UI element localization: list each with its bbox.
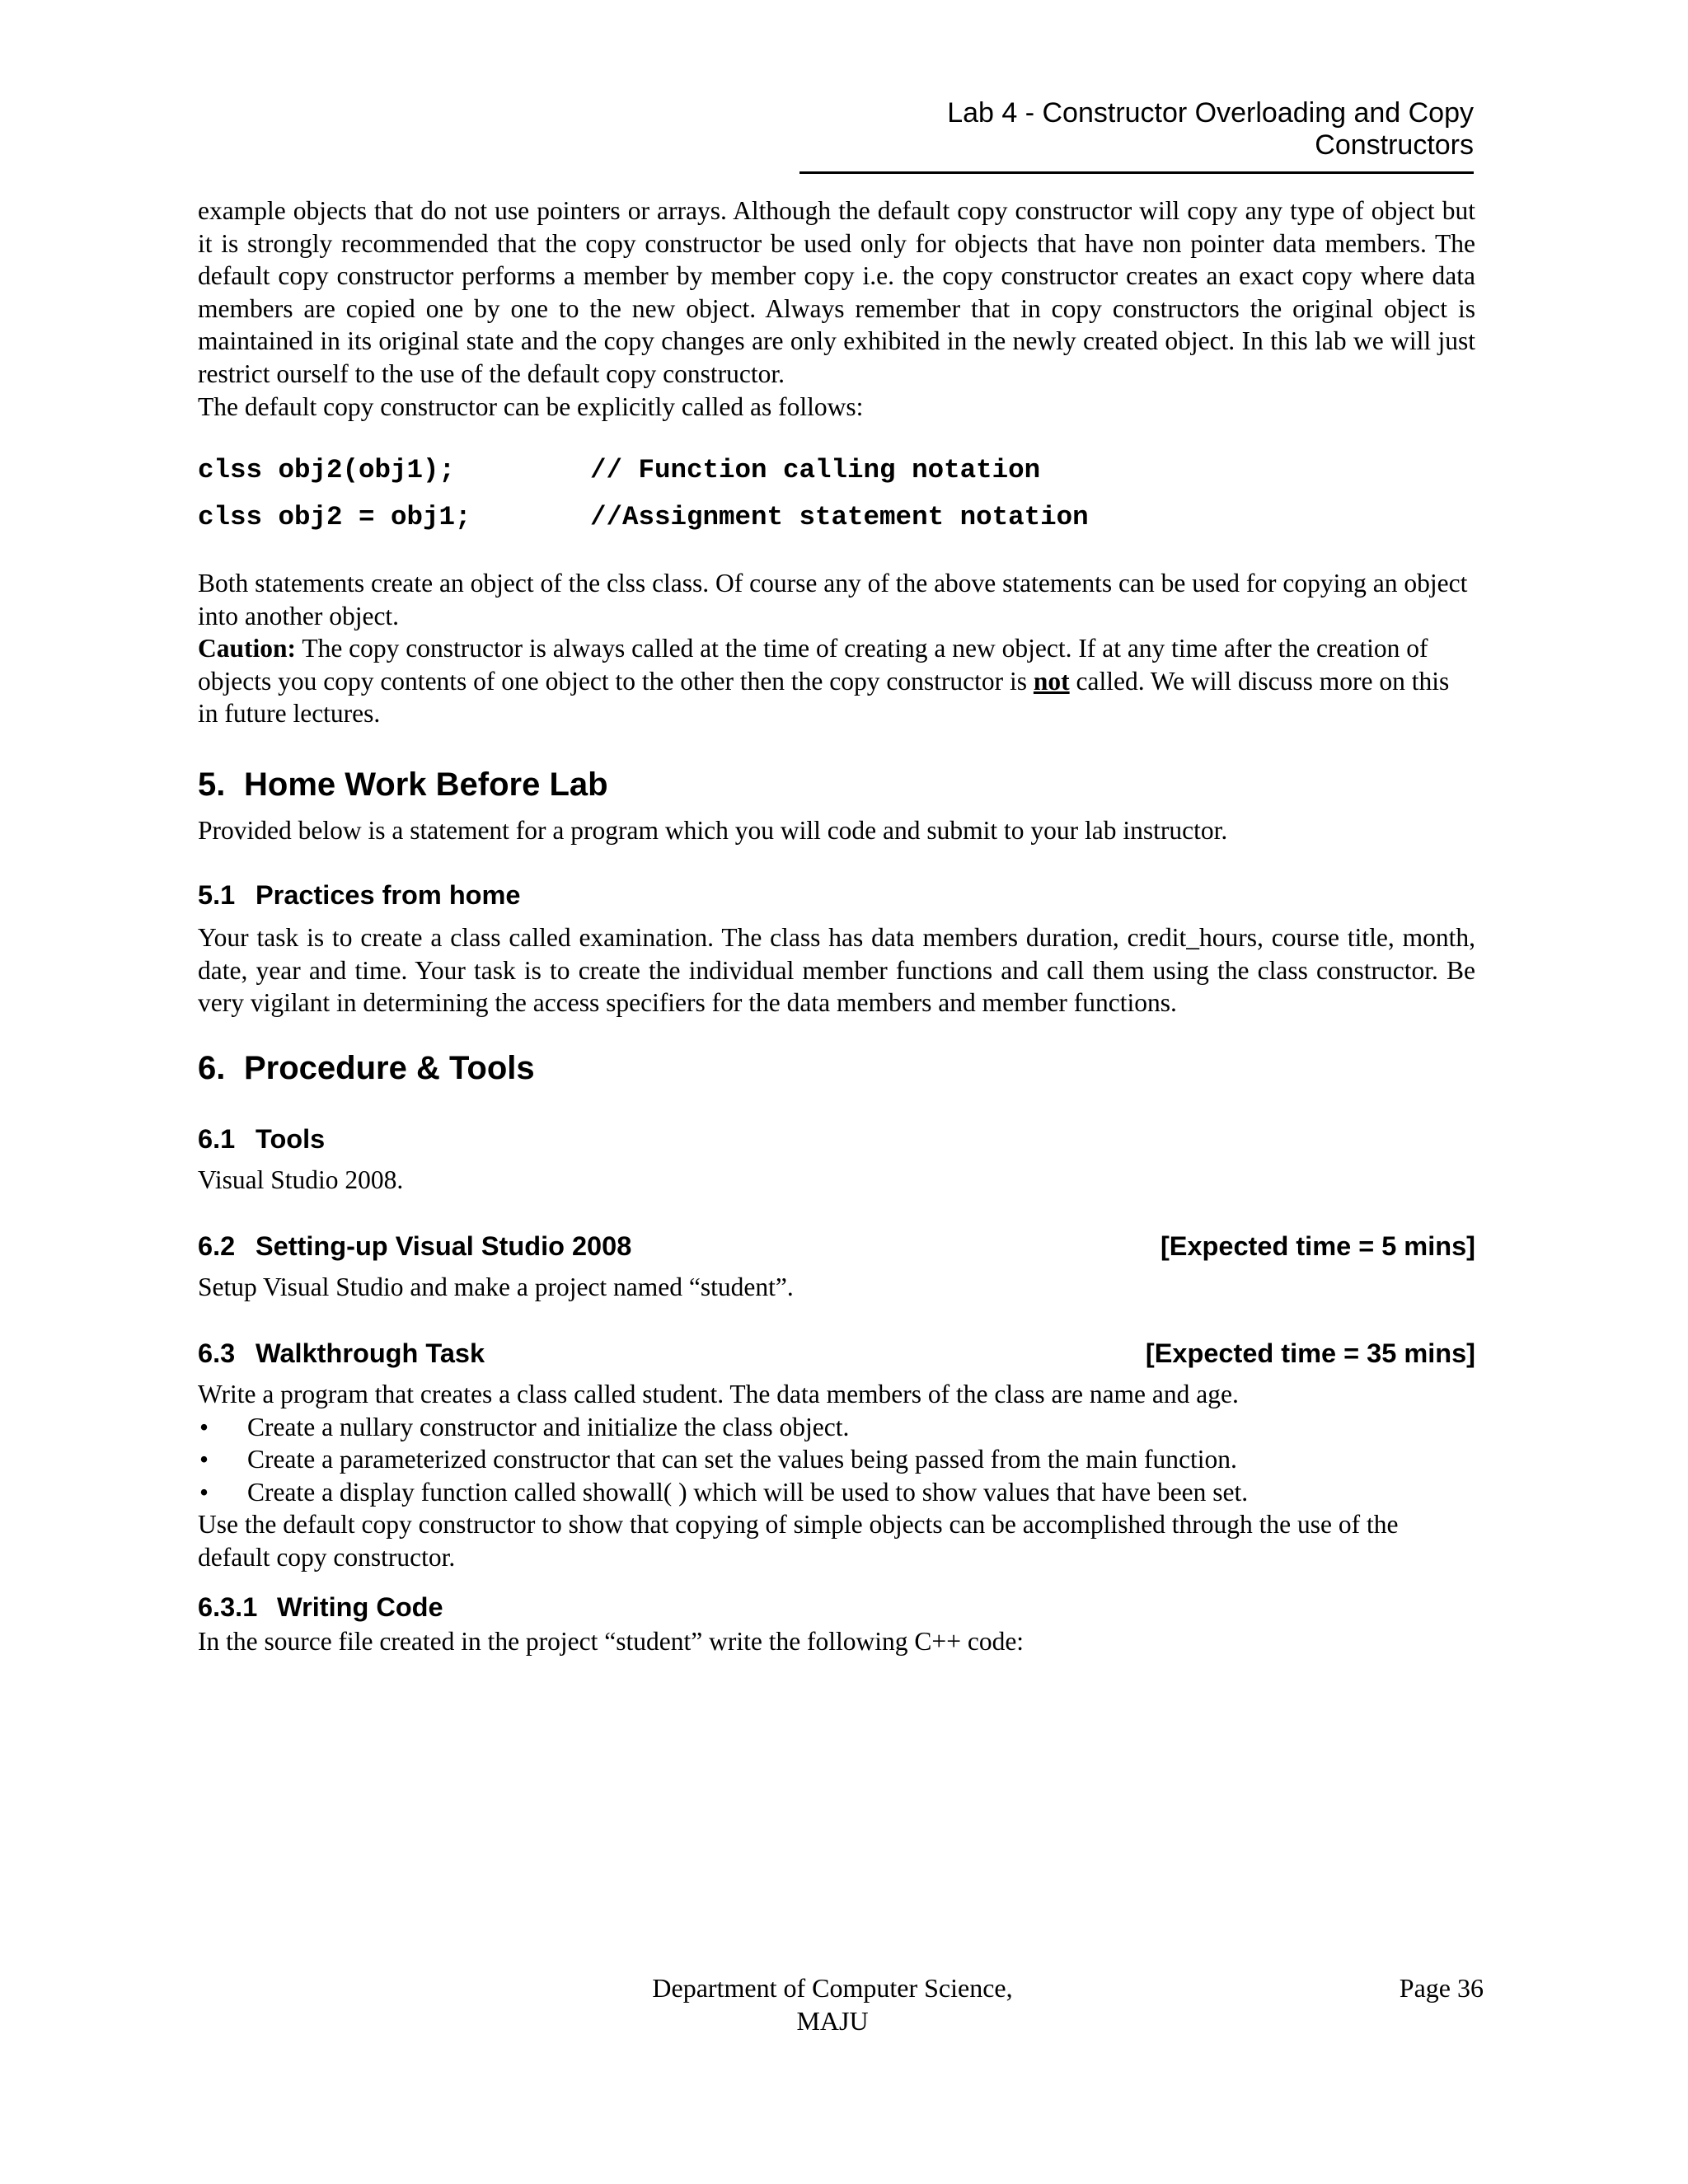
running-header: Lab 4 - Constructor Overloading and Copy Constructors [799,97,1474,174]
subsection-5-1-heading [198,880,521,911]
subsection-6-1-text [198,1164,1475,1197]
subsection-number: 6.2 [198,1231,236,1261]
caution-label: Caution: [198,634,297,663]
footer-dept-line-1: Department of Computer Science, [652,1973,1013,2003]
subsection-6-3-1-text [198,1625,1475,1658]
code-example-2 [198,502,471,532]
subsection-6-2-paragraph: Setup Visual Studio and make a project named “student”. [198,1272,794,1301]
subsection-title: Practices from home [256,880,521,910]
subsection-6-1-paragraph: Visual Studio 2008. [198,1165,404,1194]
section-number: 6. [198,1050,226,1086]
after-code-section [198,567,1475,730]
section-6-heading [198,1050,535,1087]
both-statements-paragraph: Both statements create an object of the clss class. Of course any of the above statements can be used for copying an object into another object. [198,569,1468,630]
bullet-icon: • [199,1412,209,1441]
list-item [198,1411,1475,1444]
code-text: clss obj2 = obj1; [198,502,471,532]
expected-time: [Expected time = 35 mins] [1145,1338,1475,1368]
list-item [198,1476,1475,1509]
footer-dept-line-2: MAJU [796,2006,869,2036]
walkthrough-intro: Write a program that creates a class called student. The data members of the class are name and age. [198,1380,1239,1408]
intro-call-line: The default copy constructor can be explicitly called as follows: [198,391,864,421]
code-text: clss obj2(obj1); [198,455,456,485]
writing-code-paragraph: In the source file created in the project “student” write the following C++ code: [198,1627,1025,1656]
subsection-6-1-heading [198,1124,325,1155]
subsection-number: 5.1 [198,880,236,910]
subsection-number: 6.3.1 [198,1592,258,1622]
subsection-6-2-text [198,1271,1475,1304]
subsection-title: Setting-up Visual Studio 2008 [256,1231,632,1261]
section-title: Home Work Before Lab [244,766,608,803]
section-5-heading [198,766,608,804]
subsection-title: Writing Code [277,1592,443,1622]
walkthrough-outro: Use the default copy constructor to show that copying of simple objects can be accomplished through the use of the default copy constructor. [198,1510,1399,1572]
subsection-6-2-heading [198,1231,1475,1262]
section-title: Procedure & Tools [244,1050,535,1086]
footer-department [577,1971,1088,2037]
list-item-text: Create a display function called showall( ) which will be used to show values that have been set. [247,1477,1249,1507]
bullet-icon: • [199,1445,209,1474]
expected-time: [Expected time = 5 mins] [1160,1231,1475,1261]
caution-emphasis: not [1033,666,1070,696]
list-item-text: Create a nullary constructor and initialize the class object. [247,1412,850,1441]
subsection-number: 6.3 [198,1338,236,1368]
code-example-1 [198,455,455,485]
intro-paragraph: example objects that do not use pointers or arrays. Although the default copy constructor will copy any type of object but it is strongly recommended that the copy constructor be used only for objects that have non pointer data members. The default copy constructor performs a member by member copy i.e. the copy constructor creates an exact copy where data members are copied one by one to the new object. Always remember that in copy constructors the original object is maintained in its original state and the copy changes are only exhibited in the newly created object. In this lab we will just restrict ourself to the use of the default copy constructor. [198,196,1475,388]
subsection-5-1-paragraph: Your task is to create a class called examination. The class has data members duration, credit_hours, course title, month, date, year and time. Your task is to create the individual member functions and call them using the class constructor. Be very vigilant in determining the access specifiers for the data members and member functions. [198,923,1475,1018]
list-item-text: Create a parameterized constructor that can set the values being passed from the main function. [247,1445,1237,1474]
subsection-number: 6.1 [198,1124,236,1154]
subsection-6-3-text [198,1378,1475,1574]
subsection-5-1-text [198,921,1475,1019]
section-5-paragraph: Provided below is a statement for a program which you will code and submit to your lab instructor. [198,816,1228,845]
caution-text-2: called. We will discuss more on this in future lectures. [198,666,1450,729]
caution-text-1: The copy constructor is always called at the time of creating a new object. If at any time after the creation of objects you copy contents of one object to the other then the copy constructor is [198,634,1428,696]
section-5-text [198,814,1475,847]
walkthrough-bullet-list [198,1411,1475,1509]
subsection-6-3-heading [198,1338,1475,1369]
caution-paragraph [198,632,1475,730]
subsection-title: Tools [256,1124,326,1154]
list-item [198,1443,1475,1476]
bullet-icon: • [199,1477,209,1507]
intro-section [198,194,1475,423]
section-number: 5. [198,766,226,803]
code-comment-1: // Function calling notation [590,455,1041,485]
subsection-6-3-1-heading [198,1592,443,1623]
code-comment-2: //Assignment statement notation [590,502,1089,532]
subsection-title: Walkthrough Task [256,1338,485,1368]
page-number: Page 36 [1399,1973,1484,2003]
